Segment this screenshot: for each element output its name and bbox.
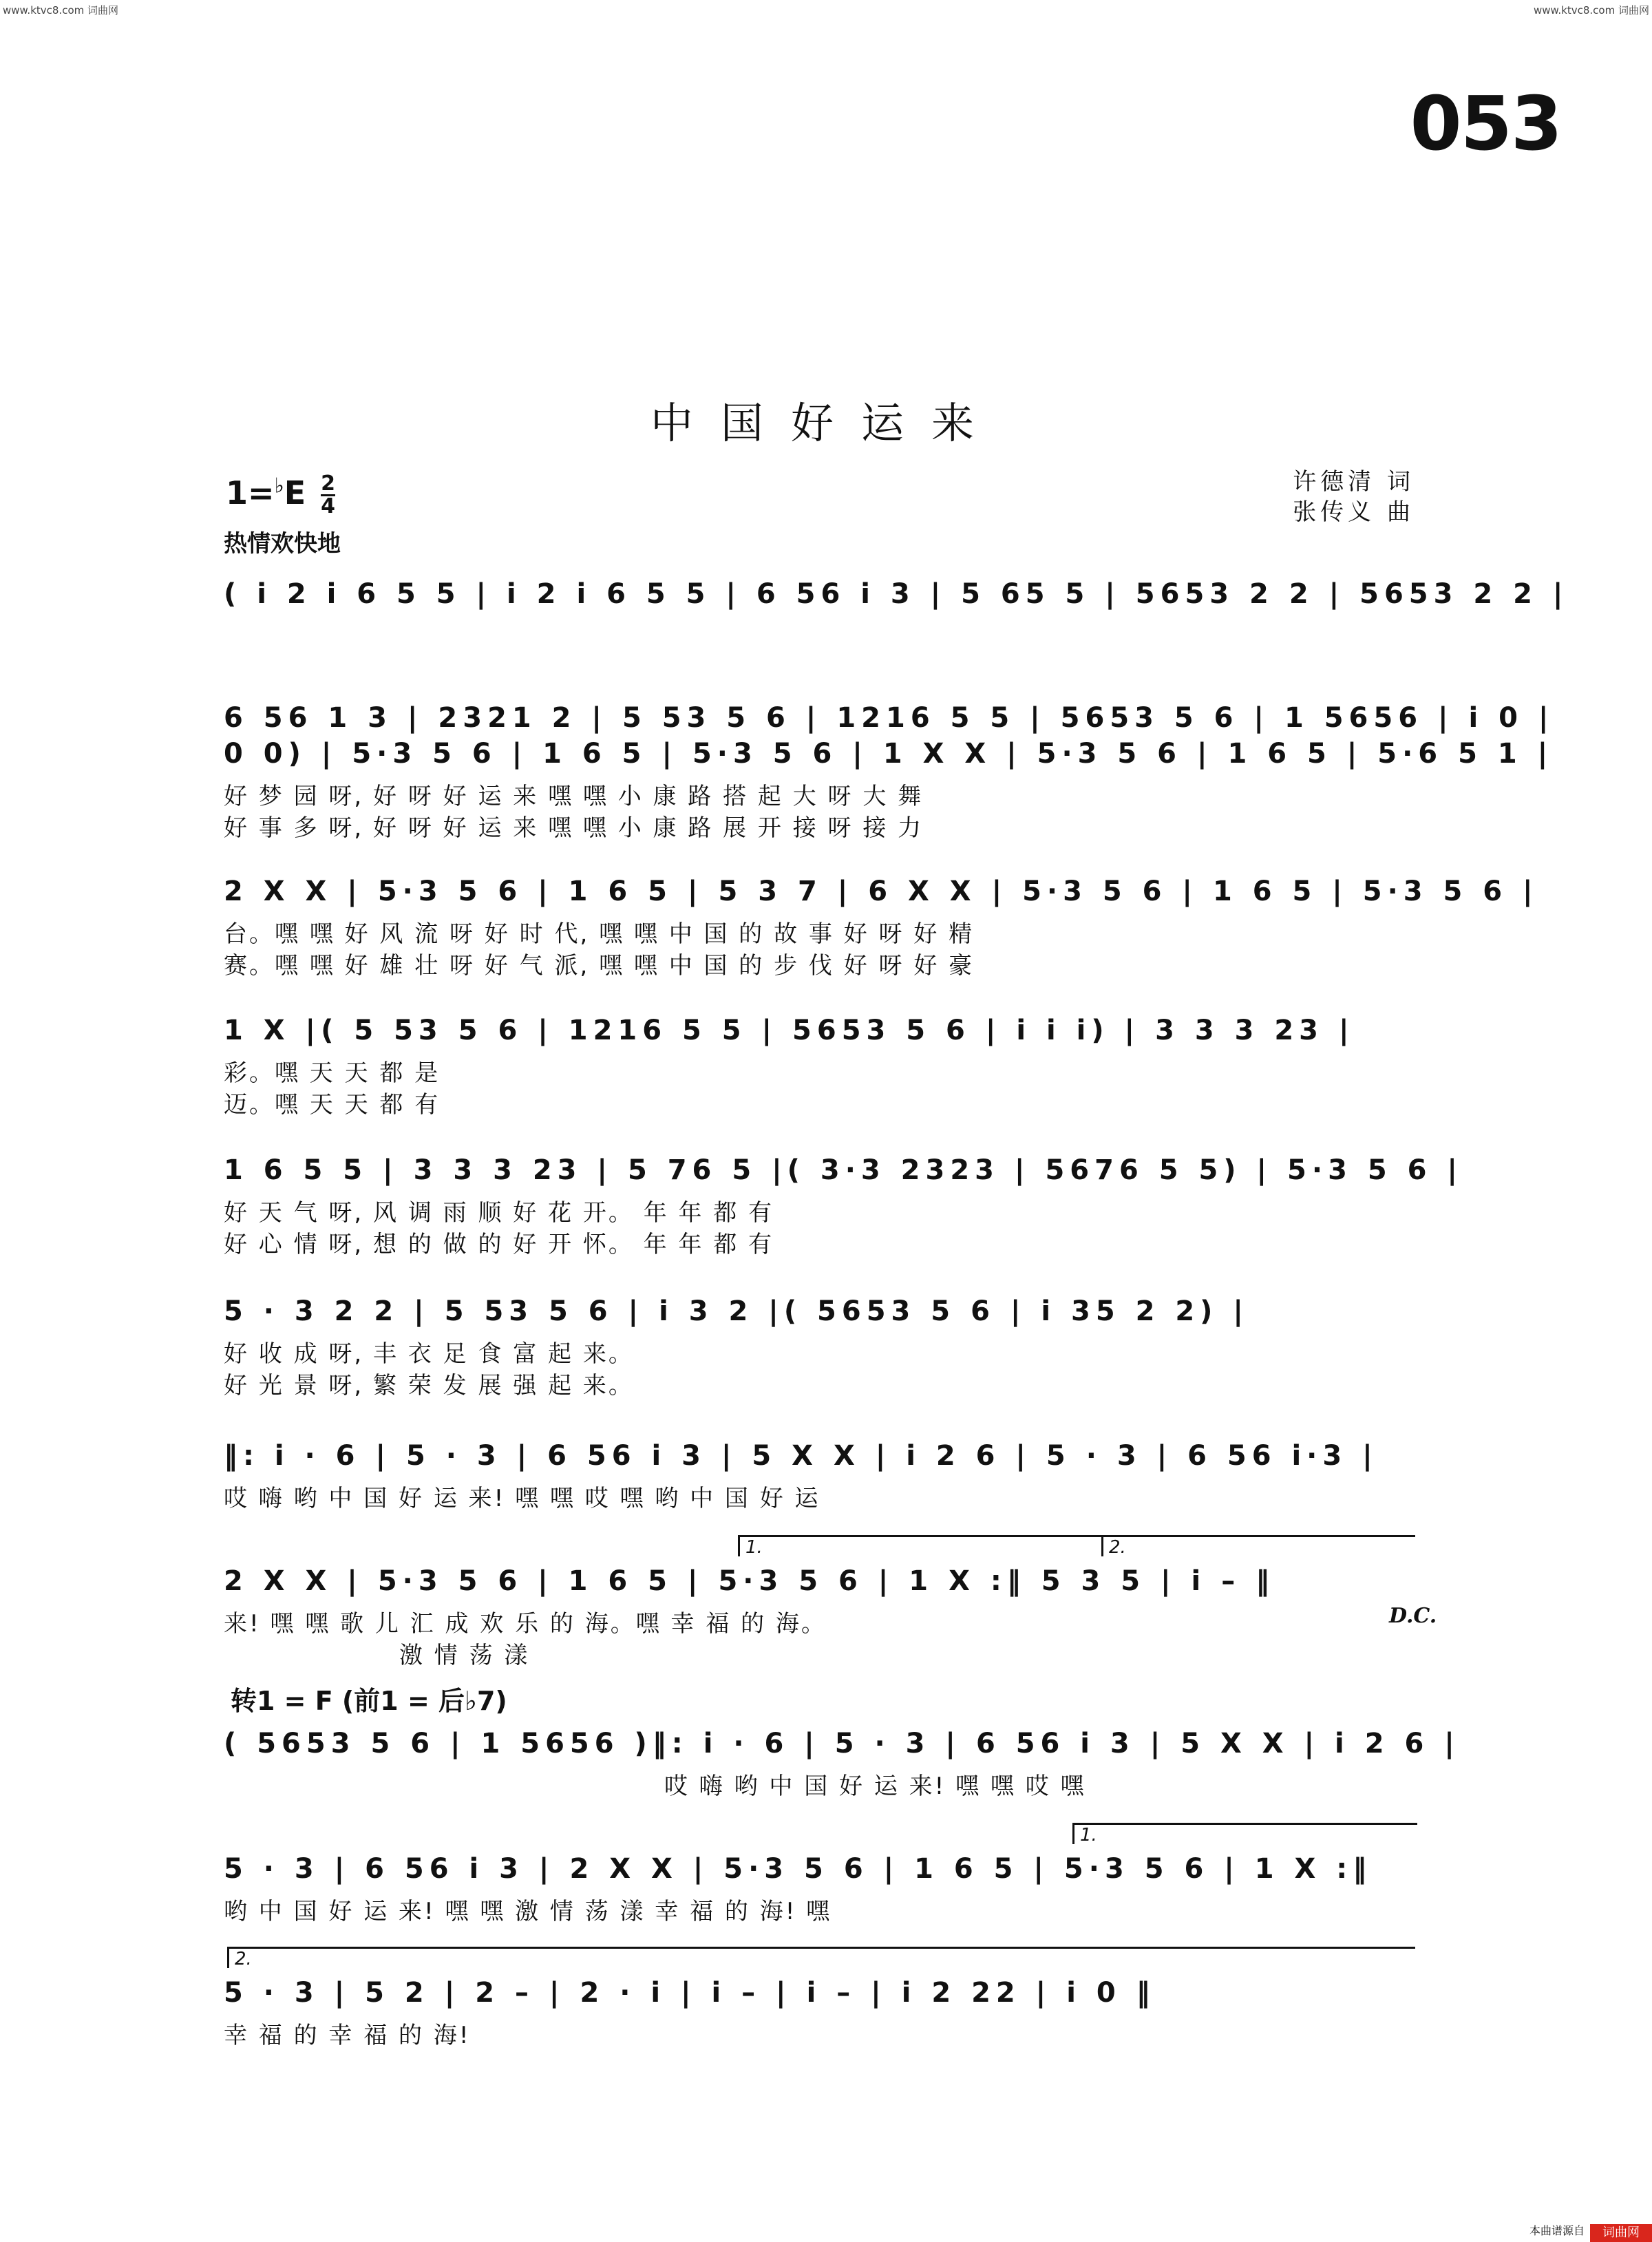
staff-line: 5 · 3 2 2 | 5 53 5 6 | i 3 2 |( 5653 5 6 | i 35 2 2) |: [224, 1296, 1249, 1327]
lyricist-credit: 许德清 词: [1293, 468, 1415, 496]
lyrics-verse-2: 好 心 情 呀, 想 的 做 的 好 开 怀。 年 年 都 有: [224, 1230, 774, 1258]
notation-system-12: [224, 1969, 1421, 2049]
lyrics-verse-2: 好 光 景 呀, 繁 荣 发 展 强 起 来。: [224, 1371, 634, 1399]
flat-sign: ♭: [274, 474, 284, 498]
staff-line: 2 X X | 5·3 5 6 | 1 6 5 | 5·3 5 6 | 1 X :‖ 5 3 5 | i – ‖: [224, 1565, 1275, 1597]
song-title: 中国好运来: [650, 398, 1002, 448]
volta-second-ending-final: 2.: [227, 1947, 1415, 1968]
lyrics-line: 幸 福 的 幸 福 的 海!: [224, 2021, 471, 2049]
lyrics-verse-1: 好 梦 园 呀, 好 呀 好 运 来 嘿 嘿 小 康 路 搭 起 大 呀 大 舞: [224, 782, 924, 810]
staff-line: 1 6 5 5 | 3 3 3 23 | 5 76 5 |( 3·3 2323 | 5676 5 5) | 5·3 5 6 |: [224, 1154, 1463, 1186]
lyrics-line: 哎 嗨 哟 中 国 好 运 来! 嘿 嘿 哎 嘿 哟 中 国 好 运: [224, 1484, 820, 1512]
staff-line: ( 5653 5 6 | 1 5656 )‖: i · 6 | 5 · 3 | 6 56 i 3 | 5 X X | i 2 6 |: [224, 1728, 1460, 1759]
notation-system-7: [224, 1287, 1421, 1399]
notation-system-6: [224, 1146, 1463, 1258]
lyrics-verse-1: 台。嘿 嘿 好 风 流 呀 好 时 代, 嘿 嘿 中 国 的 故 事 好 呀 好 精: [224, 920, 975, 948]
notation-system-3: [224, 730, 1554, 842]
lyrics-verse-1: 好 天 气 呀, 风 调 雨 顺 好 花 开。 年 年 都 有: [224, 1198, 774, 1227]
page-number: 053: [1410, 81, 1561, 167]
notation-system-8: [224, 1432, 1421, 1512]
time-signature: [321, 474, 335, 517]
lyrics-verse-1: 好 收 成 呀, 丰 衣 足 食 富 起 来。: [224, 1340, 634, 1368]
meter-top: 2: [321, 472, 336, 496]
notation-system-9: [224, 1557, 1421, 1669]
composer-credit: 张传义 曲: [1293, 498, 1415, 526]
volta-second-ending: 2.: [1101, 1535, 1415, 1556]
key-change-marking: 转1 = F (前1 = 后♭7): [231, 1686, 507, 1716]
footer-source-text: 本曲谱源自: [1529, 2224, 1585, 2237]
key-prefix: 1=: [226, 474, 275, 511]
lyrics-line: 哎 嗨 哟 中 国 好 运 来! 嘿 嘿 哎 嘿: [664, 1772, 1086, 1800]
staff-line: 5 · 3 | 6 56 i 3 | 2 X X | 5·3 5 6 | 1 6 5 | 5·3 5 6 | 1 X :‖: [224, 1853, 1373, 1885]
tempo-marking: 热情欢快地: [224, 530, 341, 558]
notation-system-4: [224, 867, 1538, 980]
key-signature: [226, 474, 335, 517]
watermark-left: www.ktvc8.com 词曲网: [3, 4, 119, 17]
meter-bottom: 4: [321, 494, 336, 518]
notation-system-1: [224, 570, 1569, 618]
staff-line: 1 X |( 5 53 5 6 | 1216 5 5 | 5653 5 6 | i i i) | 3 3 3 23 |: [224, 1015, 1355, 1046]
staff-line: 0 0) | 5·3 5 6 | 1 6 5 | 5·3 5 6 | 1 X X | 5·3 5 6 | 1 6 5 | 5·6 5 1 |: [224, 738, 1554, 770]
da-capo-marking: D.C.: [1389, 1604, 1437, 1628]
lyrics-verse-2: 激 情 荡 漾: [399, 1641, 530, 1669]
lyrics-verse-2: 赛。嘿 嘿 好 雄 壮 呀 好 气 派, 嘿 嘿 中 国 的 步 伐 好 呀 好 豪: [224, 951, 975, 980]
staff-line: 2 X X | 5·3 5 6 | 1 6 5 | 5 3 7 | 6 X X | 5·3 5 6 | 1 6 5 | 5·3 5 6 |: [224, 876, 1538, 907]
site-badge[interactable]: 词曲网: [1590, 2224, 1652, 2242]
staff-line: 5 · 3 | 5 2 | 2 – | 2 · i | i – | i – | i 2 22 | i 0 ‖: [224, 1977, 1156, 2009]
key-tonic: E: [284, 474, 306, 511]
lyrics-verse-2: 好 事 多 呀, 好 呀 好 运 来 嘿 嘿 小 康 路 展 开 接 呀 接 力: [224, 814, 924, 842]
notation-system-11: [224, 1845, 1421, 1925]
notation-system-10: [224, 1720, 1460, 1800]
watermark-right: www.ktvc8.com 词曲网: [1533, 4, 1649, 17]
lyrics-verse-1: 来! 嘿 嘿 歌 儿 汇 成 欢 乐 的 海。嘿 幸 福 的 海。: [224, 1609, 827, 1638]
lyrics-verse-2: 迈。嘿 天 天 都 有: [224, 1090, 441, 1119]
lyrics-verse-1: 彩。嘿 天 天 都 是: [224, 1059, 441, 1087]
lyrics-line: 哟 中 国 好 运 来! 嘿 嘿 激 情 荡 漾 幸 福 的 海! 嘿: [224, 1897, 832, 1925]
notation-system-5: [224, 1006, 1421, 1118]
volta-first-ending: 1.: [738, 1535, 1103, 1556]
volta-first-ending-repeat: 1.: [1072, 1823, 1417, 1844]
staff-line: ‖: i · 6 | 5 · 3 | 6 56 i 3 | 5 X X | i 2 6 | 5 · 3 | 6 56 i·3 |: [224, 1440, 1378, 1472]
staff-line: ( i 2 i 6 5 5 | i 2 i 6 5 5 | 6 56 i 3 | 5 65 5 | 5653 2 2 | 5653 2 2 |: [224, 578, 1569, 610]
staff-line: 6 56 1 3 | 2321 2 | 5 53 5 6 | 1216 5 5 | 5653 5 6 | 1 5656 | i 0 |: [224, 702, 1554, 734]
